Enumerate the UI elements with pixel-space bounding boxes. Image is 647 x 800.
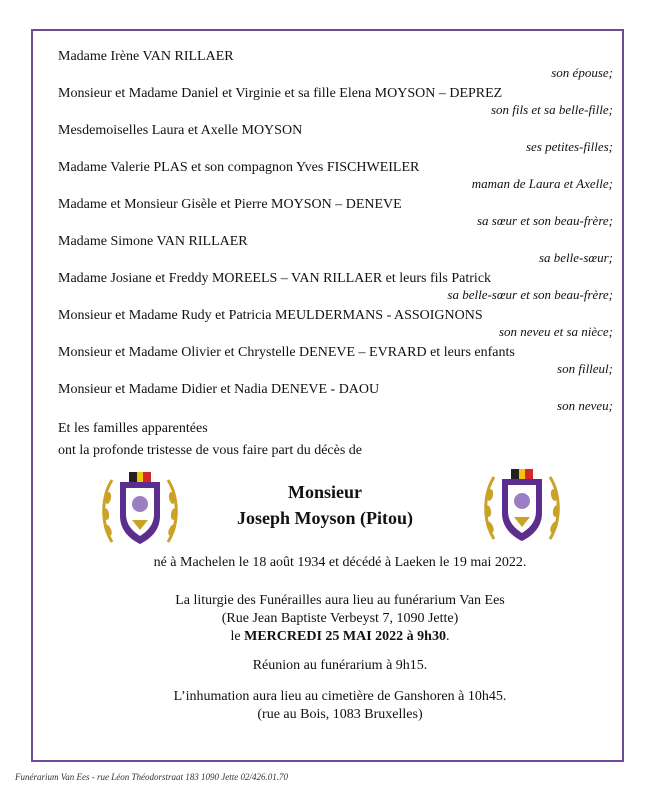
- liturgy-date-suffix: .: [445, 629, 450, 644]
- burial-line: L’inhumation aura lieu au cimetière de Ganshoren à 10h45.: [173, 689, 507, 704]
- family-relation: son épouse;: [551, 65, 613, 80]
- family-name: Madame Valerie PLAS et son compagnon Yves FISCHWEILER: [58, 160, 420, 175]
- family-relation: son filleul;: [557, 361, 613, 376]
- family-name: Monsieur et Madame Daniel et Virginie et sa fille Elena MOYSON – DEPREZ: [58, 86, 503, 101]
- liturgy-address: (Rue Jean Baptiste Verbeyst 7, 1090 Jette): [221, 611, 459, 626]
- closing-line: ont la profonde tristesse de vous faire part du décès de: [58, 443, 363, 458]
- liturgy-date-line: [60, 627, 620, 646]
- family-entry: [58, 381, 613, 418]
- birth-death-line: né à Machelen le 18 août 1934 et décédé à Laeken le 19 mai 2022.: [153, 555, 527, 570]
- family-entry: [58, 85, 613, 122]
- family-list: [58, 48, 613, 462]
- family-entry: [58, 122, 613, 159]
- family-relation: maman de Laura et Axelle;: [471, 176, 613, 191]
- family-name: Monsieur et Madame Olivier et Chrystelle DENEVE – EVRARD et leurs enfants: [58, 345, 515, 360]
- reunion-line: Réunion au funérarium à 9h15.: [252, 658, 428, 673]
- club-crest-icon: [484, 465, 560, 545]
- family-name: Monsieur et Madame Didier et Nadia DENEVE - DAOU: [58, 382, 380, 397]
- family-entry: [58, 48, 613, 85]
- family-name: Mesdemoiselles Laura et Axelle MOYSON: [58, 123, 303, 138]
- family-relation: sa belle-sœur et son beau-frère;: [447, 287, 613, 302]
- deceased-title: Monsieur: [288, 482, 362, 502]
- family-relation: son neveu et sa nièce;: [498, 324, 613, 339]
- family-entry: [58, 233, 613, 270]
- family-relation: son neveu;: [557, 398, 613, 413]
- family-name: Monsieur et Madame Rudy et Patricia MEULDERMANS - ASSOIGNONS: [58, 308, 483, 323]
- family-entry: [58, 270, 613, 307]
- family-name: Madame Simone VAN RILLAER: [58, 234, 248, 249]
- family-name: Madame Irène VAN RILLAER: [58, 49, 234, 64]
- deceased-name: Joseph Moyson (Pitou): [236, 508, 413, 528]
- liturgy-date: MERCREDI 25 MAI 2022 à 9h30: [244, 629, 446, 644]
- liturgy-line: La liturgie des Funérailles aura lieu au funérarium Van Ees: [175, 593, 505, 608]
- burial-address: (rue au Bois, 1083 Bruxelles): [257, 707, 423, 722]
- funeral-home-footer: Funérarium Van Ees - rue Léon Théodorstraat 183 1090 Jette 02/426.01.70: [15, 772, 288, 782]
- family-relation: sa sœur et son beau-frère;: [476, 213, 613, 228]
- family-relation: sa belle-sœur;: [538, 250, 613, 265]
- family-name: Madame Josiane et Freddy MOREELS – VAN RILLAER et leurs fils Patrick: [58, 271, 492, 286]
- liturgy-date-prefix: le: [230, 629, 245, 644]
- family-entry: [58, 196, 613, 233]
- closing-line: Et les familles apparentées: [58, 421, 208, 436]
- family-relation: son fils et sa belle-fille;: [490, 102, 613, 117]
- family-entry: [58, 159, 613, 196]
- family-entry: [58, 307, 613, 344]
- family-entry: [58, 344, 613, 381]
- family-name: Madame et Monsieur Gisèle et Pierre MOYSON – DENEVE: [58, 197, 402, 212]
- family-relation: ses petites-filles;: [525, 139, 613, 154]
